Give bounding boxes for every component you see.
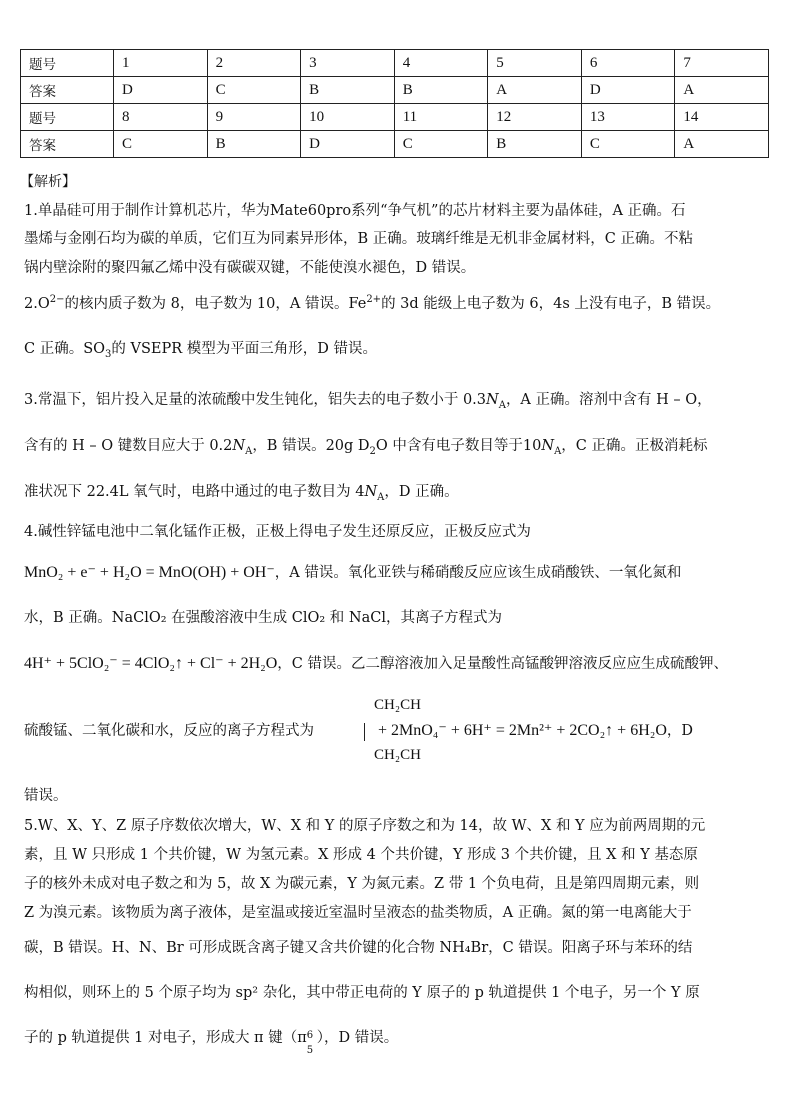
q2-sup: 2+ [366,294,382,306]
table-cell: 7 [675,50,769,77]
table-cell: A [675,131,769,158]
equation-permanganate: + 2MnO₄⁻ + 6H⁺ = 2Mn²⁺ + 2CO₂↑ + 6H₂O [378,722,667,739]
q4-line: 4.碱性锌锰电池中二氧化锰作正极，正极上得电子发生还原反应，正极反应式为 [24,524,531,540]
table-row [21,104,769,131]
q4-line [24,563,778,583]
q3-text: 3.常温下，铝片投入足量的浓硫酸中发生钝化，铝失去的电子数小于 0.3 [24,392,487,408]
table-cell: A [488,77,582,104]
table-cell: 1 [114,50,208,77]
q2-text: C 正确。SO [24,341,106,357]
q3-text: 含有的 H – O 键数目应大于 0.2 [24,438,233,454]
table-cell: 5 [488,50,582,77]
q5-line: 碳，B 错误。H、N、Br 可形成既含离子键又含共价键的化合物 NH₄Br，C 错误。阳离子环与苯环的结 [24,940,693,956]
avogadro-symbol: N [486,392,499,408]
q4-text: ，D [666,723,694,739]
table-cell: 6 [581,50,675,77]
q4-line [24,721,778,741]
q5-line: Z 为溴元素。该物质为离子液体，是室温或接近室温时呈液态的盐类物质，A 正确。氮的第一电离能大于 [24,905,692,921]
q1-line: 墨烯与金刚石均为碳的单质，它们互为同素异形体，B 正确。玻璃纤维是无机非金属材料，C 正确。不粘 [24,231,693,247]
q3-text: 准状况下 22.4L 氧气时，电路中通过的电子数目为 4 [24,484,365,500]
table-cell: 11 [394,104,488,131]
table-cell: D [301,131,395,158]
ethylene-glycol-bottom: CH₂CH [374,747,421,763]
equation-mno2: MnO₂ + e⁻ + H₂O = MnO(OH) + OH⁻ [24,564,275,581]
row-label: 答案 [21,77,114,104]
answer-table [20,49,769,158]
table-cell: A [675,77,769,104]
q3-sub: A [554,445,562,457]
table-cell: C [581,131,675,158]
q2-text: 的核内质子数为 8，电子数为 10，A 错误。Fe [64,296,367,312]
q2-line [24,294,778,314]
table-cell: 13 [581,104,675,131]
q4-text: 硫酸锰、二氧化碳和水，反应的离子方程式为 [24,723,314,739]
table-cell: C [114,131,208,158]
q5-line: 素，且 W 只形成 1 个共价键，W 为氢元素。X 形成 4 个共价键，Y 形成 3 个共价键，且 X 和 Y 基态原 [24,847,698,863]
q3-sub: A [498,399,506,411]
table-cell: 12 [488,104,582,131]
analysis-heading: 【解析】 [20,174,76,190]
q2-sub: 3 [105,348,112,360]
q3-text: ，D 正确。 [384,484,459,500]
table-cell: 2 [207,50,301,77]
q5-line: 子的核外未成对电子数之和为 5，故 X 为碳元素，Y 为氮元素。Z 带 1 个负电荷，且是第四周期元素，则 [24,876,700,892]
table-cell: 3 [301,50,395,77]
q5-line: 5.W、X、Y、Z 原子序数依次增大，W、X 和 Y 的原子序数之和为 14，故 W、X 和 Y 应为前两周期的元 [24,818,706,834]
table-cell: 14 [675,104,769,131]
q3-line [24,390,778,410]
table-row [21,50,769,77]
q3-text: ，C 正确。正极消耗标 [561,438,708,454]
q3-text: ，A 正确。溶剂中含有 H – O， [505,392,712,408]
q5-text: ），D 错误。 [316,1030,399,1046]
table-row [21,77,769,104]
table-cell: 9 [207,104,301,131]
row-label: 题号 [21,50,114,77]
avogadro-symbol: N [232,438,246,454]
q2-text: 的 3d 能级上电子数为 6，4s 上没有电子，B 错误。 [381,296,721,312]
q5-text: 子的 p 轨道提供 1 对电子，形成大 π 键（π [24,1030,307,1046]
table-cell: 8 [114,104,208,131]
q3-text: O 中含有电子数目等于10 [375,438,542,454]
table-cell: 10 [301,104,395,131]
row-label: 答案 [21,131,114,158]
equation-clo2: 4H⁺ + 5ClO₂⁻ = 4ClO₂↑ + Cl⁻ + 2H₂O [24,655,278,672]
q4-line [24,654,778,674]
table-cell: 4 [394,50,488,77]
table-cell: C [207,77,301,104]
q2-sup: 2− [49,294,65,306]
q4-text: ，C 错误。乙二醇溶液加入足量酸性高锰酸钾溶液反应应生成硫酸钾、 [277,656,728,672]
q4-line: 错误。 [24,788,68,804]
table-cell: C [394,131,488,158]
q3-text: ，B 错误。20g D [252,438,370,454]
table-row [21,131,769,158]
q3-line [24,482,778,502]
table-cell: B [301,77,395,104]
ethylene-glycol-top: CH₂CH [374,697,421,713]
q3-sub: A [377,491,385,503]
table-cell: B [394,77,488,104]
avogadro-symbol: N [541,438,555,454]
q3-sub: 2 [369,445,376,457]
q5-line: 子的 p 轨道提供 1 对电子，形成大 π 键（π 6 5 ），D 错误。 [24,1030,399,1056]
q3-line [24,436,778,456]
table-cell: D [581,77,675,104]
q5-line: 构相似，则环上的 5 个原子均为 sp² 杂化，其中带正电荷的 Y 原子的 p 轨道提供 1 个电子，另一个 Y 原 [24,985,700,1001]
table-cell: B [488,131,582,158]
q4-line: 水，B 正确。NaClO₂ 在强酸溶液中生成 ClO₂ 和 NaCl，其离子方程式为 [24,610,502,626]
q1-line: 锅内壁涂附的聚四氟乙烯中没有碳碳双键，不能使溴水褪色，D 错误。 [24,260,476,276]
q2-text: 的 VSEPR 模型为平面三角形，D 错误。 [111,341,378,357]
table-cell: B [207,131,301,158]
avogadro-symbol: N [364,484,378,500]
q4-text: ，A 错误。氧化亚铁与稀硝酸反应应该生成硝酸铁、一氧化氮和 [274,565,682,581]
q1-line: 1.单晶硅可用于制作计算机芯片，华为Mate60pro系列“争气机”的芯片材料主要为晶体硅，A 正确。石 [24,203,686,219]
q2-line [24,339,778,359]
table-cell: D [114,77,208,104]
row-label: 题号 [21,104,114,131]
q3-sub: A [245,445,253,457]
q2-text: 2.O [24,296,50,312]
